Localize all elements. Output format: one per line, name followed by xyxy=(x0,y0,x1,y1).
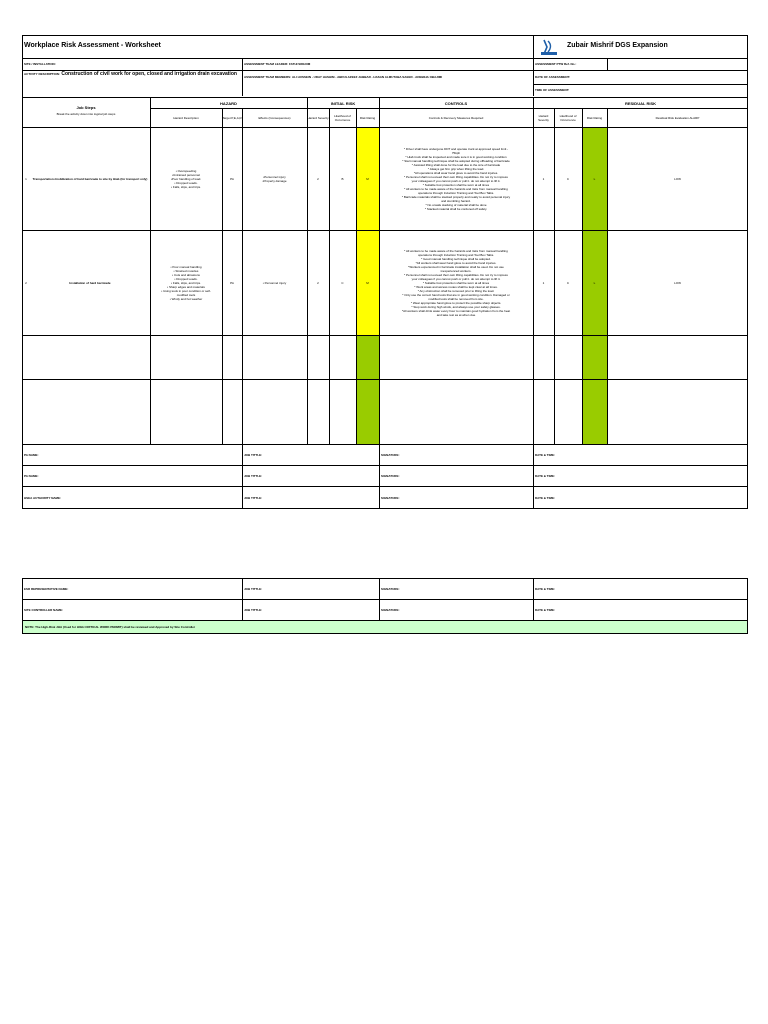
project-name: Zubair Mishrif DGS Expansion xyxy=(567,42,668,49)
residual-evaluation-header: Residual Risk Evaluation ALARP xyxy=(655,115,700,120)
job-step: Installation of hard barricade xyxy=(69,281,111,285)
residual-risk-header: RESIDUAL RISK xyxy=(624,100,657,106)
pa-name-label: PA NAME: xyxy=(24,452,39,457)
team-leader xyxy=(242,58,532,70)
approval-note: NOTE: The High-Risk JHA (Used for HIGH CRITICAL WORK PERMIT) shall be reviewed and Approved by Site Controller xyxy=(23,621,747,633)
pa-name-label: PA NAME: xyxy=(24,473,39,478)
signature-label: SIGNATURE: xyxy=(381,495,400,500)
worksheet-title: Workplace Risk Assessment - Worksheet xyxy=(24,42,161,49)
hazard-description: • Overspeeding •Untrained personnel •Poor handling of load. • Dropped Loads. • Falls, slips, and trips. xyxy=(170,169,202,189)
hazard-description: • Poor manual handling • Strained muscles • Cuts and abrasions • Dropped Loads. • Falls, slips, and trips. • Sharp edges and materials • Using tools in poor condition or self- modified tools • Windy and hot weather xyxy=(161,265,211,301)
res-likelihood: C xyxy=(566,281,570,285)
rep-name-label: ESR REPRESENTATIVE NAME: xyxy=(24,587,69,591)
activity-value: Construction of civil work for open, closed and irrigation drain excavation xyxy=(61,71,237,77)
res-risk-rating-header: Risk Rating xyxy=(586,115,603,120)
likelihood: C xyxy=(341,281,344,285)
controls: * Driver shall have undergone DDT and operate truck at approved speed limit - 75kph * Hiab truck shall be inspected and made sure it is in good working condition * Start manual handling technique shall be adopted during offloading of barricade * Assisted lifting shall done for the load due to the size of barricade * Always get firm grip when lifting the load. *All operations shall wear hand glove to avoid the hand injuries. * Personnel shall not exceed their own lifting capabilities. Do not try to impress your colleagues if you cannot push or pull it. do not attempt to lift it. * Suitable foot protection shall be worn at all times * All workers to be made aware of the hazards and risks from manual handling operations through Induction Training and Tool Box Talks. * Barricade materials shall be stacked properly and neatly to avoid personal injury and stumbling hazard. * No unsafe stacking of material shall be done * Stacked material shall be cordoned off safely. xyxy=(401,147,511,211)
job-title-label: JOB TITTLE: xyxy=(244,452,263,457)
signature-label: SIGNATURE: xyxy=(381,608,400,612)
date-time-label: DATE & TIME: xyxy=(535,608,555,612)
time-label: TIME OF ASSESSMENT: xyxy=(535,88,570,92)
team-leader-value: FATHI SIDHOM xyxy=(289,62,311,66)
hazard-description-header: Hazard Description xyxy=(173,115,199,120)
row-rule-3 xyxy=(22,379,748,380)
target: PA xyxy=(230,281,234,285)
hse-authority-label: HSEA AUTHORITY NAME: xyxy=(24,495,62,500)
initial-risk-header: INITIAL RISK xyxy=(330,100,356,106)
effects-header: Effects (Consequences) xyxy=(258,115,291,120)
controls: * All workers to be made aware of the hazards and risks from manual handling operations through Induction Training and Tool Box Talks. * Good manual handling technique shall be adopted. *All workers shall wear hand glove to avoid the hand injuries. *Workers experienced in barricade installation shall be used. Do not use inexperienced workers. * Personnel shall not exceed their own lifting capabilities. Do not try to impress your colleagues if you cannot push or pull it. do not attempt to lift it. * Suitable foot protection shall be worn at all times * Work areas and access routes shall be kept clear at all times. * Any obstruction shall be removed prior to lifting the load. * Only use the correct hand tools that are in good working condition. Damaged or modified tools shall be removed from site. * Wear appropriate hand glove to protect the possible sharp objects. * Stop work during high winds, and always use your safety glasses. *All workers shall drink water every hour to maintain good hydration from the heat and take rest as at when due xyxy=(401,249,511,317)
ptw-label: ASSESSMENT PTW Ref. No.: xyxy=(535,62,577,66)
residual-evaluation: LOW xyxy=(674,177,681,181)
job-step: Transportation /mobilization of hard barricade to site by Hiab (for transport only) xyxy=(32,177,148,181)
target-header: Target P,E,A,R xyxy=(222,115,242,120)
severity: 2 xyxy=(317,281,319,285)
likelihood-header: Likelihood of Occurrence xyxy=(334,113,351,122)
effects: • Personnel injury xyxy=(262,281,287,285)
res-rating: L xyxy=(593,281,596,285)
job-title-label: JOB TITTLE: xyxy=(244,473,263,478)
activity-label: ACTIVITY DESCRIPTION: xyxy=(24,72,60,76)
controls-measures-header: Controls & Recovery Measures Required xyxy=(428,115,484,120)
res-rating: L xyxy=(593,177,596,181)
hazard-header: HAZARD xyxy=(220,100,237,106)
job-steps-header: Job Steps xyxy=(76,104,96,110)
effects: •Personnel injury •Property damage xyxy=(262,175,287,183)
date-time-label: DATE & TIME: xyxy=(535,452,555,457)
job-title-label: JOB TITTLE: xyxy=(244,608,263,612)
row-rule-2 xyxy=(22,335,748,336)
job-title-label: JOB TITTLE: xyxy=(244,587,263,591)
residual-evaluation: LOW xyxy=(674,281,681,285)
res-likelihood-header: Likelihood of Occurrence xyxy=(559,113,577,122)
team-leader-label: ASSESSMENT TEAM LEADER: xyxy=(244,62,289,66)
signature-label: SIGNATURE: xyxy=(381,587,400,591)
likelihood: B xyxy=(341,177,344,181)
res-severity: 1 xyxy=(542,177,545,181)
res-likelihood: C xyxy=(566,177,570,181)
res-severity-header: Hazard Severity xyxy=(538,113,549,122)
activity-description xyxy=(22,70,242,86)
team-members xyxy=(242,70,532,84)
severity: 2 xyxy=(317,177,319,181)
target: PA xyxy=(230,177,234,181)
job-steps-subheader: Break the activity down into logical job steps xyxy=(56,112,116,116)
ptw-value-field[interactable] xyxy=(607,58,748,70)
signature-label: SIGNATURE: xyxy=(381,473,400,478)
date-label: DATE OF ASSESSMENT: xyxy=(535,75,571,79)
row-number: 1 xyxy=(25,177,27,181)
row-number: 2 xyxy=(25,281,27,285)
job-title-label: JOB TITTLE: xyxy=(244,495,263,500)
risk-rating: M xyxy=(366,177,369,181)
hazard-severity-header: Hazard Severity xyxy=(307,115,329,120)
risk-rating: M xyxy=(366,281,369,285)
team-members-value: ALI HUSSEIN - UDAY HASHIM - ABDULAZEEZ JABBAR - HASAN ALMUTABA SAEED - ADEBIHA OBAJIMI xyxy=(292,75,443,79)
date-time-label: DATE & TIME: xyxy=(535,473,555,478)
company-logo xyxy=(538,38,560,56)
initial-risk-fill-empty-rows xyxy=(356,335,379,444)
controls-header: CONTROLS xyxy=(444,100,468,106)
risk-rating-header: Risk Rating xyxy=(359,115,376,120)
signature-label: SIGNATURE: xyxy=(381,452,400,457)
site-controller-label: SITE CONTROLLER NAME: xyxy=(24,608,63,612)
header-divider xyxy=(533,35,534,58)
site-label: SITE / INSTALLATION: xyxy=(24,62,56,66)
res-severity: 1 xyxy=(542,281,545,285)
team-members-label: ASSESSMENT TEAM MEMBERS: xyxy=(244,75,292,79)
date-time-label: DATE & TIME: xyxy=(535,587,555,591)
date-time-label: DATE & TIME: xyxy=(535,495,555,500)
